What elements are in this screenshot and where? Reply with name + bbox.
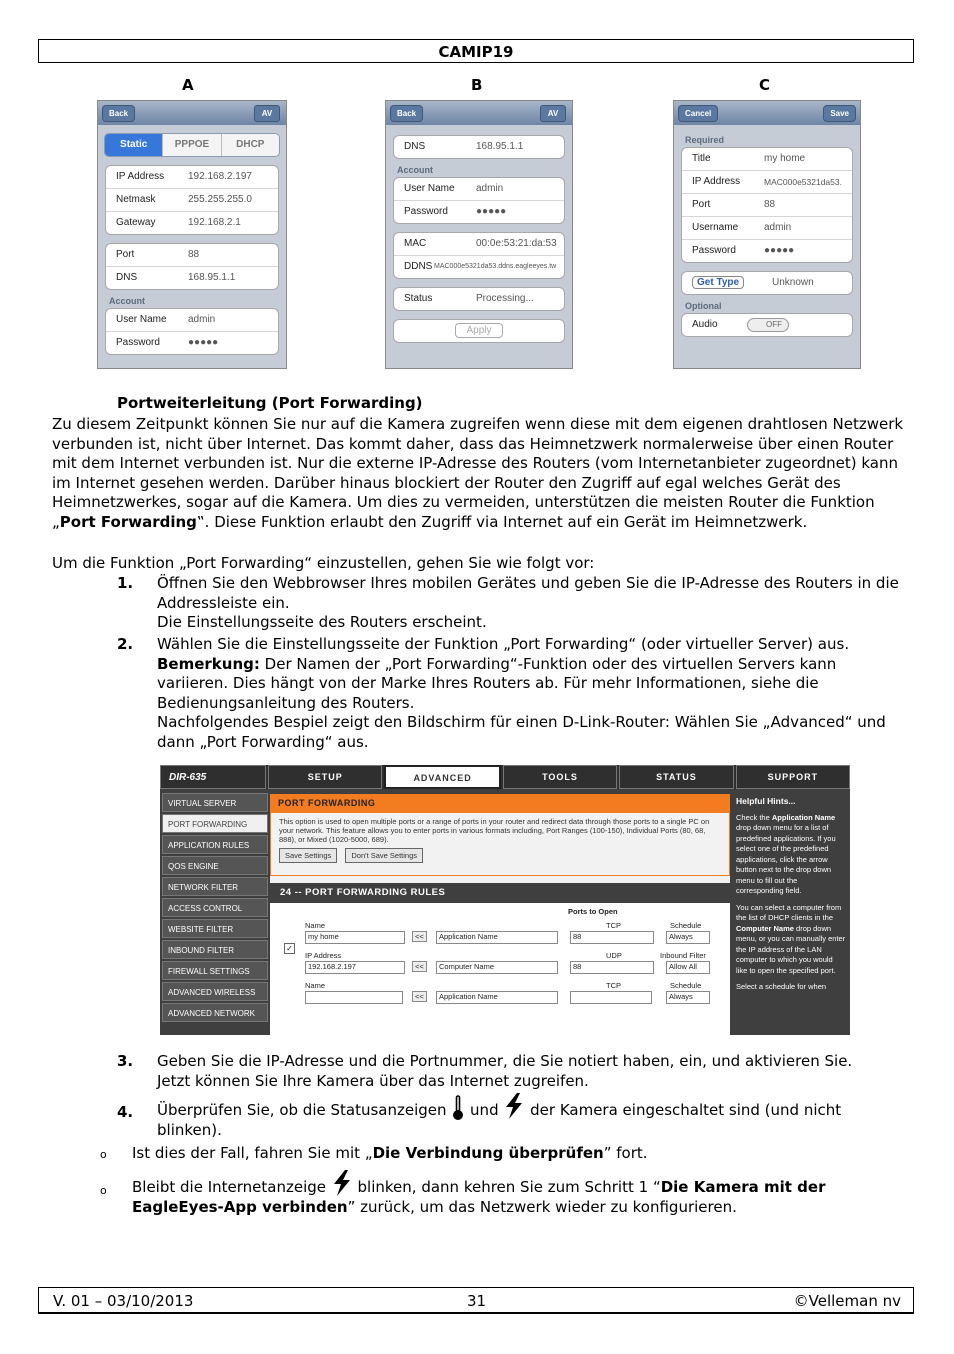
page-footer (38, 1287, 914, 1314)
footer-version: V. 01 – 03/10/2013 (53, 1292, 194, 1310)
router-model: DIR-635 (160, 765, 266, 789)
schedule-select[interactable]: Always (666, 931, 710, 944)
save-button[interactable]: Save (823, 105, 856, 122)
tcp-label: TCP (606, 921, 621, 930)
field-value: 88 (764, 199, 776, 210)
name-label: Name (305, 921, 326, 930)
field-value: 168.95.1.1 (476, 141, 524, 152)
field-value: MAC000e5321da53. (764, 177, 842, 187)
step-number: 1. (117, 574, 134, 592)
menu-firewall-settings[interactable]: FIREWALL SETTINGS (162, 961, 268, 980)
apply-group (393, 319, 565, 343)
account-section-label: Account (109, 296, 145, 306)
text-run: drop down menu, or you can manually enter the IP address of the LAN computer to which you would like to open the specified port. (736, 923, 846, 975)
back-button[interactable]: Back (390, 105, 423, 122)
internet-status-icon (503, 1101, 525, 1119)
bullet-marker: o (100, 1184, 107, 1197)
text-bold: Die Verbindung überprüfen (372, 1144, 604, 1162)
field-label: Port (116, 249, 135, 260)
optional-section-label: Optional (685, 301, 722, 311)
account-section-label: Account (397, 165, 433, 175)
menu-advanced-wireless[interactable]: ADVANCED WIRELESS (162, 982, 268, 1001)
field-label (692, 272, 772, 294)
step-text: Öffnen Sie den Webbrowser Ihres mobilen Gerätes und geben Sie die IP-Adresse des Routers in die Addressleiste ein. (157, 574, 899, 612)
field-label: DNS (116, 272, 138, 283)
helpful-hints-title: Helpful Hints... (736, 796, 796, 806)
paragraph-intro (52, 415, 906, 532)
phone-screenshot-a (97, 100, 287, 369)
menu-network-filter[interactable]: NETWORK FILTER (162, 877, 268, 896)
text-run: ” fort. (603, 1144, 648, 1162)
apply-button[interactable]: Apply (455, 323, 502, 338)
text-run: Check the (736, 812, 772, 822)
header-title: CAMIP19 (438, 43, 514, 61)
tab-status[interactable]: STATUS (619, 765, 733, 789)
dns-row[interactable] (106, 266, 278, 289)
dns-row[interactable] (394, 136, 564, 158)
field-label: User Name (116, 314, 167, 325)
rules-title: 24 -- PORT FORWARDING RULES (270, 883, 730, 903)
hint-text: Select a schedule for when (736, 982, 827, 991)
save-settings-button[interactable]: Save Settings (279, 848, 337, 863)
field-value: 88 (188, 249, 200, 260)
password-row[interactable] (682, 239, 852, 262)
figure-label-a: A (182, 76, 194, 94)
note-text: Der Namen der „Port Forwarding“-Funktion oder des virtuellen Servers kann variieren. Dies hängt von der Marke Ihres Routers ab. Für mehr Informationen, siehe die Bedienungsanleitung des Routers. (157, 654, 837, 712)
figure-label-b: B (471, 76, 483, 94)
field-label: Port (692, 199, 711, 210)
mac-row (394, 233, 564, 255)
step-text: Nachfolgendes Bespiel zeigt den Bildschirm für einen D-Link-Router: Wählen Sie „Advanced“ und dann „Port Forwarding“ aus. (157, 713, 886, 751)
field-value: Unknown (772, 277, 814, 288)
nav-bar (674, 101, 860, 125)
inbound-filter-label: Inbound Filter (660, 951, 706, 960)
ip-input[interactable]: 192.168.2.197 (305, 961, 405, 974)
field-value: 255.255.255.0 (188, 194, 252, 205)
step-1 (157, 574, 900, 633)
tab-support[interactable]: SUPPORT (736, 765, 850, 789)
name-label: Name (305, 981, 326, 990)
rules-table (270, 903, 730, 1035)
router-main (270, 794, 730, 1035)
copy-computer-button[interactable]: << (412, 961, 427, 972)
tcp-input[interactable]: 88 (570, 931, 654, 944)
field-label: Audio (692, 319, 718, 330)
text-bold: Application Name (771, 812, 836, 822)
step-4 (157, 1093, 902, 1141)
netmask-row[interactable] (106, 188, 278, 211)
copy-app-button[interactable]: << (412, 991, 427, 1002)
account-group (105, 308, 279, 355)
menu-virtual-server[interactable]: VIRTUAL SERVER (162, 793, 268, 812)
bullet-marker: o (100, 1148, 107, 1161)
dns-group (393, 135, 565, 159)
router-sidebar (162, 791, 268, 1024)
internet-status-icon (331, 1178, 353, 1196)
step-3: Geben Sie die IP-Adresse und die Portnummer, die Sie notiert haben, ein, und aktivieren Sie. Jetzt können Sie Ihre Kamera über das Internet zugreifen. (157, 1052, 853, 1090)
back-button[interactable]: Back (102, 105, 135, 122)
port-row[interactable] (106, 244, 278, 266)
tcp-input[interactable] (570, 991, 652, 1004)
field-label: DDNS (404, 261, 433, 272)
step-number: 3. (117, 1052, 134, 1070)
phone-screenshot-c (673, 100, 861, 369)
field-label: Password (404, 206, 448, 217)
schedule-label: Schedule (670, 981, 702, 990)
field-label: Netmask (116, 194, 156, 205)
field-value: 192.168.2.1 (188, 217, 241, 228)
text-run: Ist dies der Fall, fahren Sie mit „ (132, 1144, 373, 1162)
field-value: ●●●●● (476, 206, 507, 217)
field-value: 00:0e:53:21:da:53 (476, 238, 557, 249)
port-forwarding-box (270, 812, 730, 876)
text-run: ” zurück, um das Netzwerk wieder zu konfigurieren. (347, 1197, 737, 1216)
field-label: Status (404, 293, 433, 304)
field-value: Processing... (476, 293, 534, 304)
step-text: Die Einstellungsseite des Routers erscheint. (157, 613, 487, 631)
menu-advanced-network[interactable]: ADVANCED NETWORK (162, 1003, 268, 1022)
ip-label: IP Address (305, 951, 342, 960)
text-run: blinken, dann kehren Sie zum Schritt 1 “ (352, 1178, 661, 1196)
menu-website-filter[interactable]: WEBSITE FILTER (162, 919, 268, 938)
get-type-button[interactable]: Get Type (692, 276, 744, 289)
dont-save-button[interactable]: Don't Save Settings (345, 848, 423, 863)
hint-text (736, 813, 846, 897)
optional-group (681, 313, 853, 337)
field-value: ●●●●● (764, 245, 795, 256)
menu-inbound-filter[interactable]: INBOUND FILTER (162, 940, 268, 959)
router-topbar (160, 765, 850, 789)
field-label: Password (692, 245, 736, 256)
menu-qos-engine[interactable]: QOS ENGINE (162, 856, 268, 875)
copy-app-button[interactable]: << (412, 931, 427, 942)
mac-group (393, 232, 565, 279)
username-row[interactable] (394, 178, 564, 200)
udp-input[interactable]: 88 (570, 961, 654, 974)
text-run: drop down menu for a list of predefined applications. If you select one of the predefined applications, click the arrow button next to the drop down menu to fill out the corresponding field. (736, 823, 836, 895)
section-title: Portweiterleitung (Port Forwarding) (117, 394, 423, 412)
text-run: You can select a computer from the list of DHCP clients in the (736, 902, 842, 922)
tab-static[interactable]: Static (105, 134, 162, 156)
step-text: Wählen Sie die Einstellungsseite der Funktion „Port Forwarding“ (oder virtueller Server) aus. (157, 635, 850, 653)
menu-port-forwarding[interactable]: PORT FORWARDING (162, 814, 268, 833)
page-header (38, 39, 914, 63)
required-section-label: Required (685, 135, 725, 145)
field-label: MAC (404, 238, 427, 249)
rule-enable-checkbox[interactable]: ✓ (284, 943, 295, 954)
connection-type-tabs (104, 133, 280, 157)
field-label: Title (692, 153, 711, 164)
port-forwarding-description: This option is used to open multiple ports or a range of ports in your router and redirect data through those ports to a single PC on your network. This feature allows you to enter ports in various formats including, Port Ranges (100-150), Individual Ports (80, 68, 888), or Mixed (1020-5000, 689). (279, 817, 710, 844)
account-group (393, 177, 565, 224)
text-bold: Port Forwarding (59, 512, 197, 531)
bullet-2 (132, 1170, 884, 1217)
nav-bar (98, 101, 286, 125)
username-row[interactable] (682, 216, 852, 239)
username-row[interactable] (106, 309, 278, 331)
link-status-icon (451, 1101, 465, 1119)
field-value: 168.95.1.1 (188, 272, 236, 283)
phone-screenshot-b (385, 100, 573, 369)
text-run: Bleibt die Internetanzeige (132, 1178, 331, 1196)
ip-address-row[interactable] (682, 170, 852, 193)
title-row[interactable] (682, 148, 852, 170)
tab-setup[interactable]: SETUP (268, 765, 382, 789)
field-value: admin (188, 314, 216, 325)
schedule-select[interactable]: Always (666, 991, 710, 1004)
footer-copyright: ©Velleman nv (793, 1292, 901, 1310)
tab-advanced[interactable]: ADVANCED (384, 765, 500, 789)
port-group (105, 243, 279, 290)
password-row[interactable] (394, 200, 564, 223)
avtech-logo: AV (540, 105, 566, 122)
step-2 (157, 635, 904, 752)
field-label: IP Address (116, 171, 165, 182)
field-label: DNS (404, 141, 426, 152)
application-name-select[interactable]: Application Name (436, 931, 558, 944)
text-run: und (465, 1101, 504, 1119)
tcp-label: TCP (606, 981, 621, 990)
text-run: Zu diesem Zeitpunkt können Sie nur auf die Kamera zugreifen wenn diese mit dem eigenen drahtlosen Netzwerk verbunden ist, nicht über Internet. Das kommt daher, dass das Heimnetzwerk normalerweise über einen Router mit dem Internet verbunden ist. Nur die externe IP-Adresse des Routers (vom Internetanbieter zugeordnet) kann im Internet gesehen werden. Darüber hinaus blockiert der Router den Zugriff auf egal welches Gerät des Heimnetzwerkes, sogar auf die Kamera. Um dies zu vermeiden, unterstützen die meisten Router die Funktion „ (52, 415, 904, 531)
text-bold: Die Kamera mit der EagleEyes-App verbinden (132, 1178, 826, 1216)
step-number: 4. (117, 1103, 134, 1121)
field-label: User Name (404, 183, 455, 194)
get-type-group (681, 271, 853, 295)
text-bold: Computer Name (736, 923, 794, 933)
menu-access-control[interactable]: ACCESS CONTROL (162, 898, 268, 917)
note-label: Bemerkung: (157, 654, 260, 673)
step-number: 2. (117, 635, 134, 653)
inbound-filter-select[interactable]: Allow All (666, 961, 710, 974)
hint-text (736, 903, 846, 977)
get-type-row (682, 272, 852, 294)
field-label: Username (692, 222, 739, 233)
cancel-button[interactable]: Cancel (678, 105, 718, 122)
tab-dhcp[interactable]: DHCP (221, 134, 279, 156)
audio-toggle[interactable]: OFF (747, 318, 789, 332)
computer-name-select[interactable]: Computer Name (436, 961, 558, 974)
udp-label: UDP (606, 951, 622, 960)
password-row[interactable] (106, 331, 278, 354)
ddns-row (394, 255, 564, 278)
text-run: ‟. Diese Funktion erlaubt den Zugriff via Internet auf ein Gerät im Heimnetzwerk. (196, 512, 808, 531)
field-label: Password (116, 337, 160, 348)
nav-bar (386, 101, 572, 125)
figure-label-c: C (759, 76, 771, 94)
field-value: MAC000e5321da53.ddns.eagleeyes.tw (434, 263, 557, 270)
gateway-row[interactable] (106, 211, 278, 234)
text-run: der Kamera eingeschaltet sind (und nicht blinken). (157, 1101, 842, 1139)
paragraph-setup: Um die Funktion „Port Forwarding“ einzustellen, gehen Sie wie folgt vor: (52, 554, 595, 572)
tab-pppoe[interactable]: PPPOE (162, 134, 220, 156)
text-run: Überprüfen Sie, ob die Statusanzeigen (157, 1101, 452, 1119)
tab-tools[interactable]: TOOLS (503, 765, 617, 789)
field-value: 192.168.2.197 (188, 171, 252, 182)
ports-to-open-header: Ports to Open (568, 907, 618, 916)
audio-row (682, 314, 852, 336)
name-input[interactable]: my home (305, 931, 405, 944)
footer-page-number: 31 (467, 1292, 487, 1310)
required-group (681, 147, 853, 263)
router-screenshot (160, 765, 850, 1035)
port-forwarding-title: PORT FORWARDING (270, 794, 730, 812)
ip-address-row[interactable] (106, 166, 278, 188)
schedule-label: Schedule (670, 921, 702, 930)
bullet-1 (132, 1144, 900, 1164)
field-value: ●●●●● (188, 337, 219, 348)
application-name-select[interactable]: Application Name (436, 991, 558, 1004)
network-group (105, 165, 279, 235)
menu-application-rules[interactable]: APPLICATION RULES (162, 835, 268, 854)
status-row (394, 288, 564, 310)
name-input[interactable] (305, 991, 403, 1004)
port-row[interactable] (682, 193, 852, 216)
avtech-logo: AV (254, 105, 280, 122)
field-label: Gateway (116, 217, 156, 228)
status-group (393, 287, 565, 311)
field-label: IP Address (692, 176, 741, 187)
step-note (157, 655, 904, 714)
field-value: admin (476, 183, 504, 194)
field-value: my home (764, 153, 806, 164)
field-value: admin (764, 222, 792, 233)
helpful-hints-panel (732, 794, 850, 1035)
